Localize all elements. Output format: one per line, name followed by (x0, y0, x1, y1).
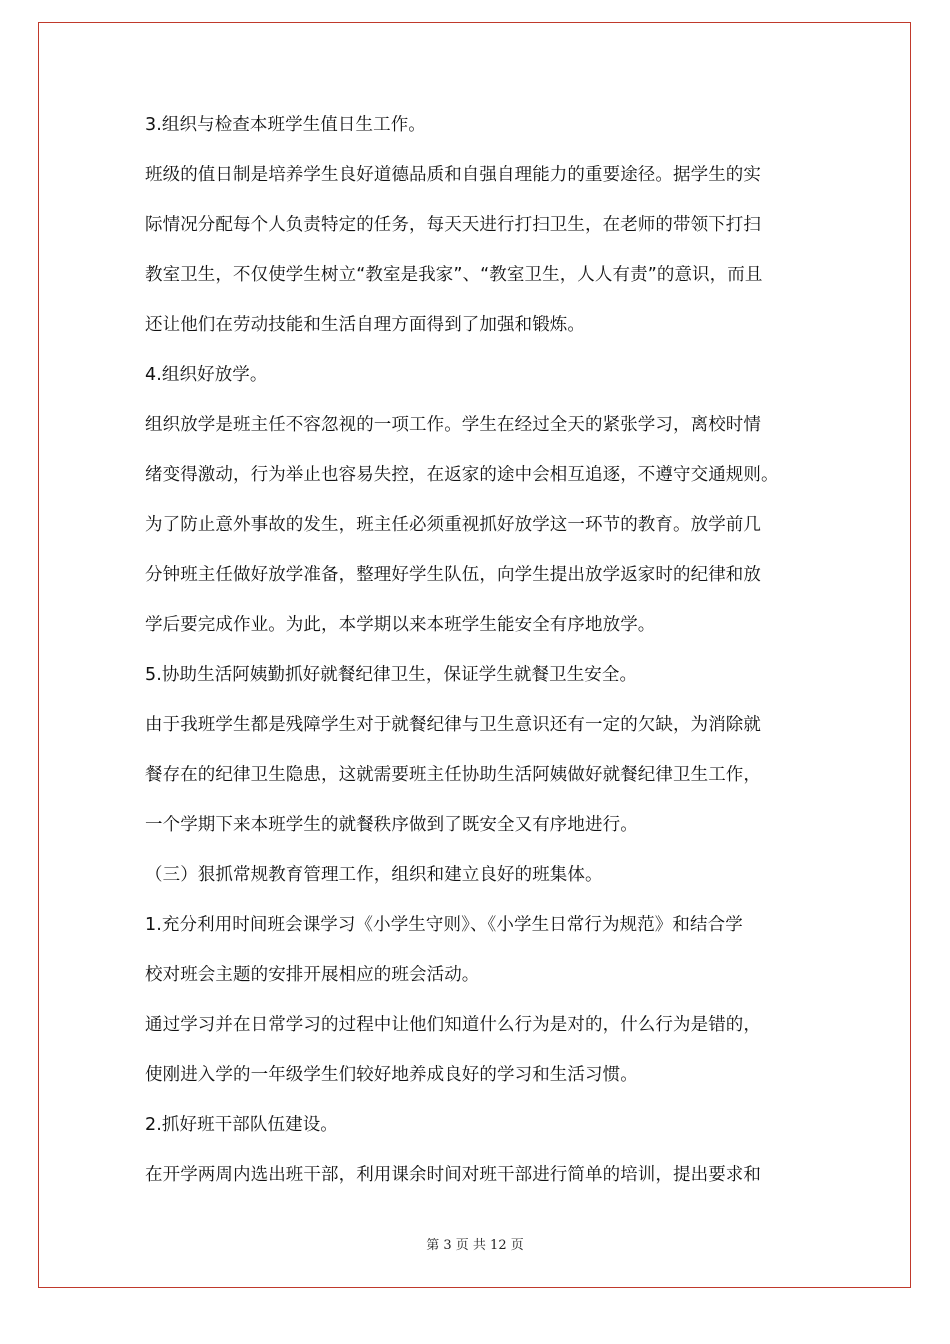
text-line: 餐存在的纪律卫生隐患，这就需要班主任协助生活阿姨做好就餐纪律卫生工作， (145, 765, 761, 785)
text-line: 2.抓好班干部队伍建设。 (145, 1115, 338, 1135)
text-line: 组织放学是班主任不容忽视的一项工作。学生在经过全天的紧张学习，离校时情 (145, 415, 761, 435)
text-line: 5.协助生活阿姨勤抓好就餐纪律卫生，保证学生就餐卫生安全。 (145, 665, 638, 685)
text-line: 在开学两周内选出班干部，利用课余时间对班干部进行简单的培训，提出要求和 (145, 1165, 761, 1185)
text-line: 学后要完成作业。为此，本学期以来本班学生能安全有序地放学。 (145, 615, 656, 635)
text-line: 际情况分配每个人负责特定的任务，每天天进行打扫卫生，在老师的带领下打扫 (145, 215, 761, 235)
text-line: 4.组织好放学。 (145, 365, 268, 385)
text-line: （三）狠抓常规教育管理工作，组织和建立良好的班集体。 (145, 865, 603, 885)
text-line: 还让他们在劳动技能和生活自理方面得到了加强和锻炼。 (145, 315, 585, 335)
text-line: 一个学期下来本班学生的就餐秩序做到了既安全又有序地进行。 (145, 815, 638, 835)
text-line: 班级的值日制是培养学生良好道德品质和自强自理能力的重要途径。据学生的实 (145, 165, 761, 185)
text-line: 教室卫生，不仅使学生树立“教室是我家”、“教室卫生，人人有责”的意识，而且 (145, 265, 763, 285)
document-body (145, 104, 815, 1204)
text-line: 为了防止意外事故的发生，班主任必须重视抓好放学这一环节的教育。放学前几 (145, 515, 761, 535)
text-line: 分钟班主任做好放学准备，整理好学生队伍，向学生提出放学返家时的纪律和放 (145, 565, 761, 585)
page-number-footer: 第 3 页 共 12 页 (426, 1238, 524, 1253)
text-line: 校对班会主题的安排开展相应的班会活动。 (145, 965, 480, 985)
text-line: 使刚进入学的一年级学生们较好地养成良好的学习和生活习惯。 (145, 1065, 638, 1085)
text-line: 绪变得激动，行为举止也容易失控，在返家的途中会相互追逐，不遵守交通规则。 (145, 465, 779, 485)
text-line: 1.充分利用时间班会课学习《小学生守则》、《小学生日常行为规范》和结合学 (145, 915, 743, 935)
text-line: 3.组织与检查本班学生值日生工作。 (145, 115, 426, 135)
text-line: 通过学习并在日常学习的过程中让他们知道什么行为是对的，什么行为是错的， (145, 1015, 761, 1035)
text-line: 由于我班学生都是残障学生对于就餐纪律与卫生意识还有一定的欠缺，为消除就 (145, 715, 761, 735)
